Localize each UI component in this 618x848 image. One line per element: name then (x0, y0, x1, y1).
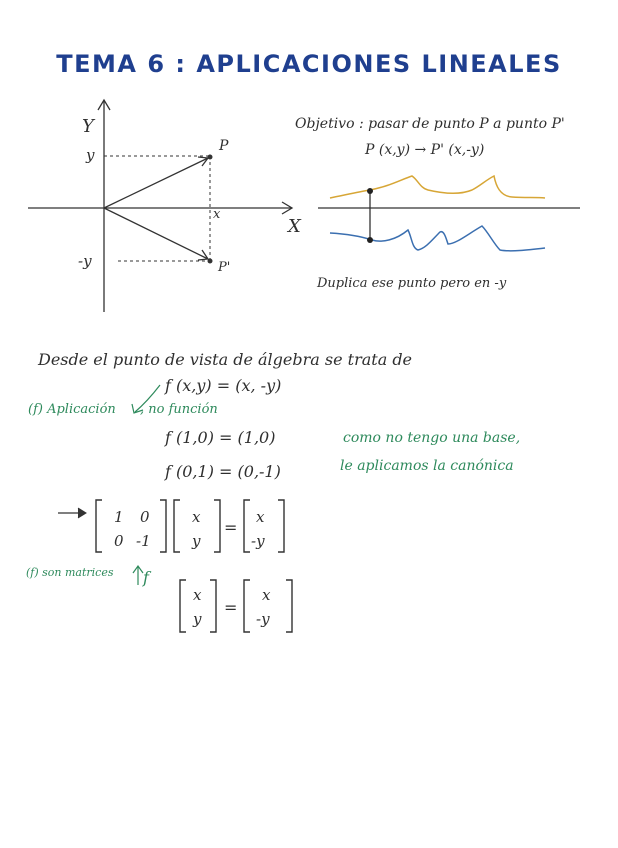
objective-line-1: Objetivo : pasar de punto P a punto P' (295, 116, 565, 132)
vector-3-y: y (193, 610, 202, 628)
page-title: TEMA 6 : APLICACIONES LINEALES (56, 50, 562, 78)
reflection-dot-top (367, 188, 373, 194)
point-p-label: P (219, 138, 229, 154)
vector-4-negy: -y (256, 610, 270, 628)
note-aplicacion: (f) Aplicación (28, 402, 116, 417)
equation-2: f (1,0) = (1,0) (165, 428, 276, 447)
vector-2-x: x (256, 508, 265, 526)
objective-line-2: P (x,y) → P' (x,-y) (365, 142, 485, 158)
vector-1-y: y (192, 532, 201, 550)
equals-1: = (224, 518, 238, 537)
reflection-dot-bottom (367, 237, 373, 243)
equation-3: f (0,1) = (0,-1) (165, 462, 281, 481)
tick-neg-y-label: -y (78, 252, 92, 270)
note-matrices: (f) son matrices (26, 566, 114, 579)
note-no-funcion: , no función (140, 402, 218, 417)
point-p-prime-dot (208, 259, 213, 264)
tick-x-label: x (213, 207, 221, 222)
note-base-1: como no tengo una base, (343, 430, 521, 446)
vector-p-prime (104, 208, 208, 259)
vector-2-negy: -y (251, 532, 265, 550)
tick-y-label: y (86, 146, 95, 164)
axis-y-label: Y (82, 116, 94, 137)
objective-caption: Duplica ese punto pero en -y (317, 276, 507, 291)
vector-1-x: x (192, 508, 201, 526)
note-f-symbol: f (143, 568, 149, 587)
point-p-prime-label: P' (218, 260, 231, 275)
note-base-2: le aplicamos la canónica (340, 458, 514, 474)
equation-1: f (x,y) = (x, -y) (165, 376, 282, 395)
axis-x-label: X (288, 216, 301, 237)
point-p-dot (208, 155, 213, 160)
equals-2: = (224, 598, 238, 617)
vector-p (104, 158, 208, 208)
vector-3-x: x (193, 586, 202, 604)
yellow-wave (330, 176, 545, 198)
intro-text: Desde el punto de vista de álgebra se trata de (38, 350, 413, 369)
blue-wave (330, 226, 545, 251)
vector-4-x: x (262, 586, 271, 604)
matrix-a-12: 0 (140, 508, 150, 526)
matrix-a-21: 0 (114, 532, 124, 550)
matrix-a-11: 1 (114, 508, 124, 526)
matrix-a-22: -1 (136, 532, 151, 550)
